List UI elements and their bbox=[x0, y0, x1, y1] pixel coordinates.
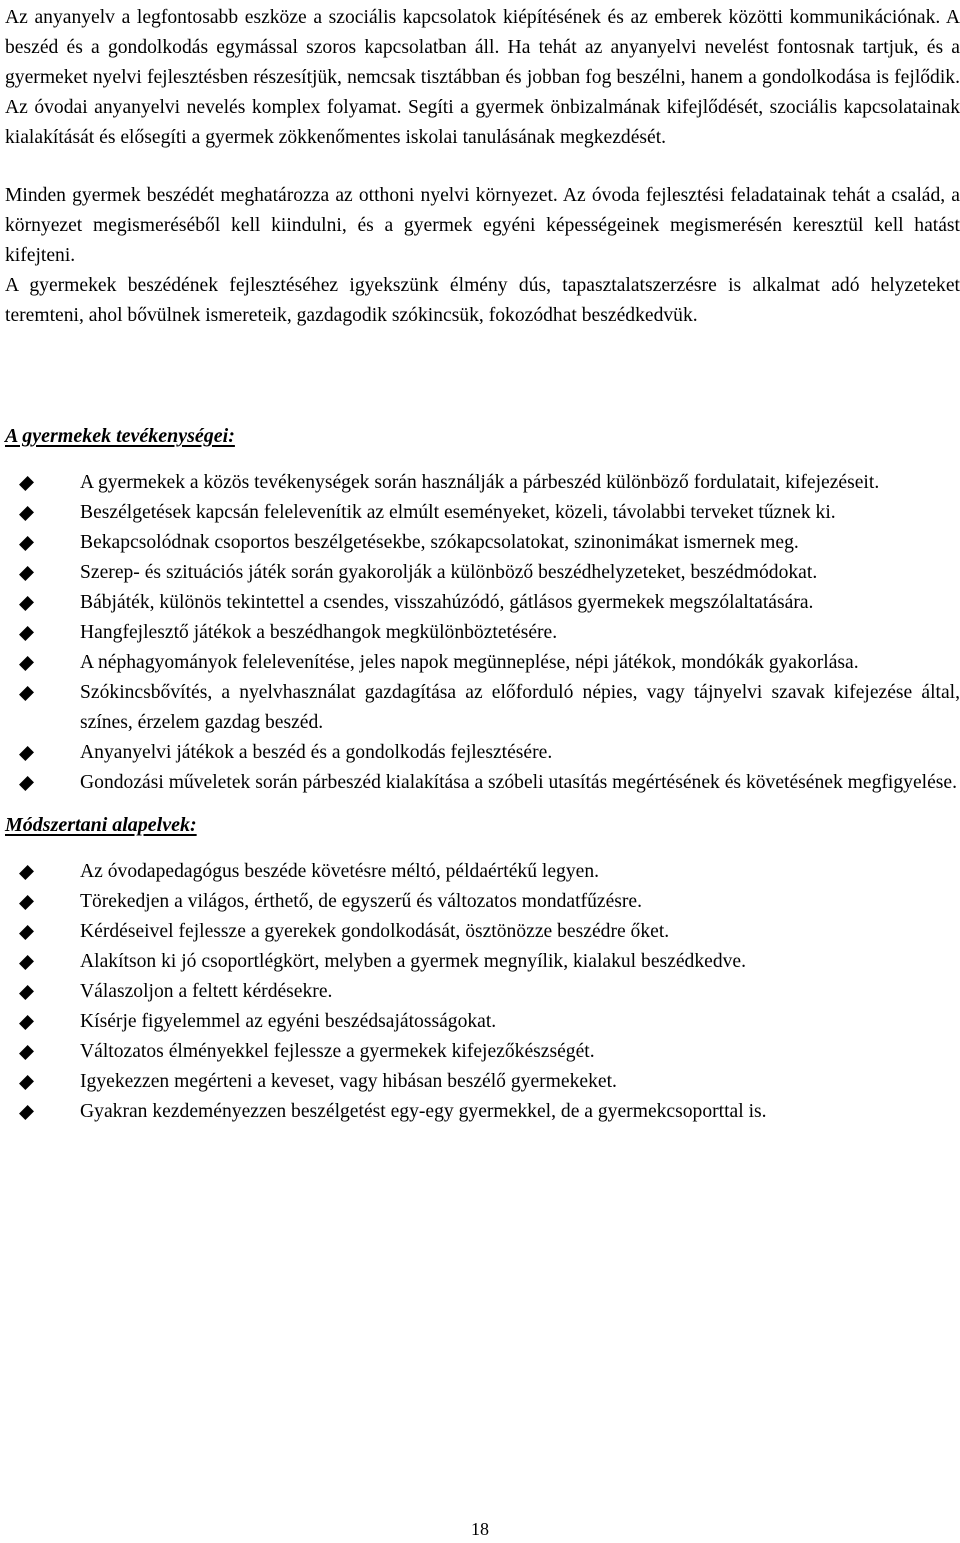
list-item bbox=[5, 977, 960, 1007]
diamond-bullet-icon bbox=[19, 955, 34, 970]
intro-paragraph: Az anyanyelv a legfontosabb eszköze a szociális kapcsolatok kiépítésének és az emberek közötti kommunikációnak. A beszéd és a gondolkodás egymással szoros kapcsolatban áll. Ha tehát az anyanyelvi nevelést fontosnak tartjuk, és a gyermeket nyelvi fejlesztésben részesítjük, nemcsak tisztábban és jobban fog beszélni, hanem a gondolkodása is fejlődik. Az óvodai anyanyelvi nevelés komplex folyamat. Segíti a gyermek önbizalmának kifejlődését, szociális kapcsolatainak kialakítását és elősegíti a gyermek zökkenőmentes iskolai tanulásának megkezdését. bbox=[5, 7, 960, 148]
list-item bbox=[5, 498, 960, 528]
diamond-bullet-icon bbox=[19, 626, 34, 641]
section-heading-activities: A gyermekek tevékenységei: bbox=[5, 425, 235, 447]
diamond-bullet-icon bbox=[19, 506, 34, 521]
list-item-text: Változatos élményekkel fejlessze a gyermekek kifejezőkészségét. bbox=[80, 1041, 595, 1062]
list-item bbox=[5, 768, 960, 798]
list-item-text: Alakítson ki jó csoportlégkört, melyben a gyermek megnyílik, kialakul beszédkedve. bbox=[80, 951, 747, 972]
diamond-bullet-icon bbox=[19, 746, 34, 761]
principles-list bbox=[5, 857, 960, 1127]
environment-paragraph: Minden gyermek beszédét meghatározza az otthoni nyelvi környezet. Az óvoda fejlesztési feladatainak tehát a család, a környezet megismeréséből kell kiindulni, és a gyermek egyéni képességeinek megismerésén keresztül kell hatást kifejteni. bbox=[5, 185, 960, 266]
list-item bbox=[5, 648, 960, 678]
diamond-bullet-icon bbox=[19, 925, 34, 940]
list-item-text: Gyakran kezdeményezzen beszélgetést egy-egy gyermekkel, de a gyermekcsoporttal is. bbox=[80, 1101, 767, 1122]
list-item-text: Kérdéseivel fejlessze a gyerekek gondolkodását, ösztönözze beszédre őket. bbox=[80, 921, 670, 942]
list-item-text: A néphagyományok felelevenítése, jeles napok megünneplése, népi játékok, mondókák gyakorlása. bbox=[80, 652, 859, 673]
list-item-text: Szerep- és szituációs játék során gyakorolják a különböző beszédhelyzeteket, beszédmódokat. bbox=[80, 562, 818, 583]
list-item bbox=[5, 887, 960, 917]
list-item-text: Kísérje figyelemmel az egyéni beszédsajátosságokat. bbox=[80, 1011, 497, 1032]
diamond-bullet-icon bbox=[19, 985, 34, 1000]
list-item bbox=[5, 917, 960, 947]
list-item-text: Anyanyelvi játékok a beszéd és a gondolkodás fejlesztésére. bbox=[80, 742, 553, 763]
list-item-text: Szókincsbővítés, a nyelvhasználat gazdagítása az előforduló népies, vagy tájnyelvi szavak kifejezése által, színes, érzelem gazdag beszéd. bbox=[80, 682, 960, 733]
diamond-bullet-icon bbox=[19, 566, 34, 581]
list-item bbox=[5, 468, 960, 498]
list-item-text: Hangfejlesztő játékok a beszédhangok megkülönböztetésére. bbox=[80, 622, 558, 643]
list-item bbox=[5, 588, 960, 618]
diamond-bullet-icon bbox=[19, 536, 34, 551]
diamond-bullet-icon bbox=[19, 1045, 34, 1060]
list-item bbox=[5, 1007, 960, 1037]
list-item-text: Törekedjen a világos, érthető, de egyszerű és változatos mondatfűzésre. bbox=[80, 891, 643, 912]
list-item bbox=[5, 857, 960, 887]
list-item bbox=[5, 558, 960, 588]
activities-list bbox=[5, 468, 960, 798]
list-item bbox=[5, 947, 960, 977]
list-item bbox=[5, 738, 960, 768]
list-item bbox=[5, 1097, 960, 1127]
diamond-bullet-icon bbox=[19, 656, 34, 671]
diamond-bullet-icon bbox=[19, 1105, 34, 1120]
list-item-text: Bábjáték, különös tekintettel a csendes, visszahúzódó, gátlásos gyermekek megszólaltatására. bbox=[80, 592, 814, 613]
list-item-text: Bekapcsolódnak csoportos beszélgetésekbe, szókapcsolatokat, szinonimákat ismernek meg. bbox=[80, 532, 799, 553]
development-paragraph: A gyermekek beszédének fejlesztéséhez igyekszünk élmény dús, tapasztalatszerzésre is alkalmat adó helyzeteket teremteni, ahol bővülnek ismereteik, gazdagodik szókincsük, fokozódhat beszédkedvük. bbox=[5, 275, 960, 326]
diamond-bullet-icon bbox=[19, 776, 34, 791]
diamond-bullet-icon bbox=[19, 895, 34, 910]
list-item bbox=[5, 678, 960, 738]
section-heading-principles: Módszertani alapelvek: bbox=[5, 814, 197, 836]
diamond-bullet-icon bbox=[19, 1075, 34, 1090]
list-item bbox=[5, 1037, 960, 1067]
document-page bbox=[5, 0, 960, 1543]
list-item-text: A gyermekek a közös tevékenységek során használják a párbeszéd különböző fordulatait, kifejezéseit. bbox=[80, 472, 880, 493]
list-item-text: Az óvodapedagógus beszéde követésre méltó, példaértékű legyen. bbox=[80, 861, 600, 882]
diamond-bullet-icon bbox=[19, 865, 34, 880]
list-item-text: Gondozási műveletek során párbeszéd kialakítása a szóbeli utasítás megértésének és követésének megfigyelése. bbox=[80, 772, 958, 793]
diamond-bullet-icon bbox=[19, 686, 34, 701]
diamond-bullet-icon bbox=[19, 1015, 34, 1030]
list-item bbox=[5, 1067, 960, 1097]
page-number: 18 bbox=[471, 1519, 489, 1539]
list-item bbox=[5, 618, 960, 648]
list-item-text: Igyekezzen megérteni a keveset, vagy hibásan beszélő gyermekeket. bbox=[80, 1071, 617, 1092]
list-item-text: Beszélgetések kapcsán felelevenítik az elmúlt eseményeket, közeli, távolabbi terveket tűznek ki. bbox=[80, 502, 836, 523]
list-item-text: Válaszoljon a feltett kérdésekre. bbox=[80, 981, 333, 1002]
list-item bbox=[5, 528, 960, 558]
diamond-bullet-icon bbox=[19, 596, 34, 611]
diamond-bullet-icon bbox=[19, 476, 34, 491]
